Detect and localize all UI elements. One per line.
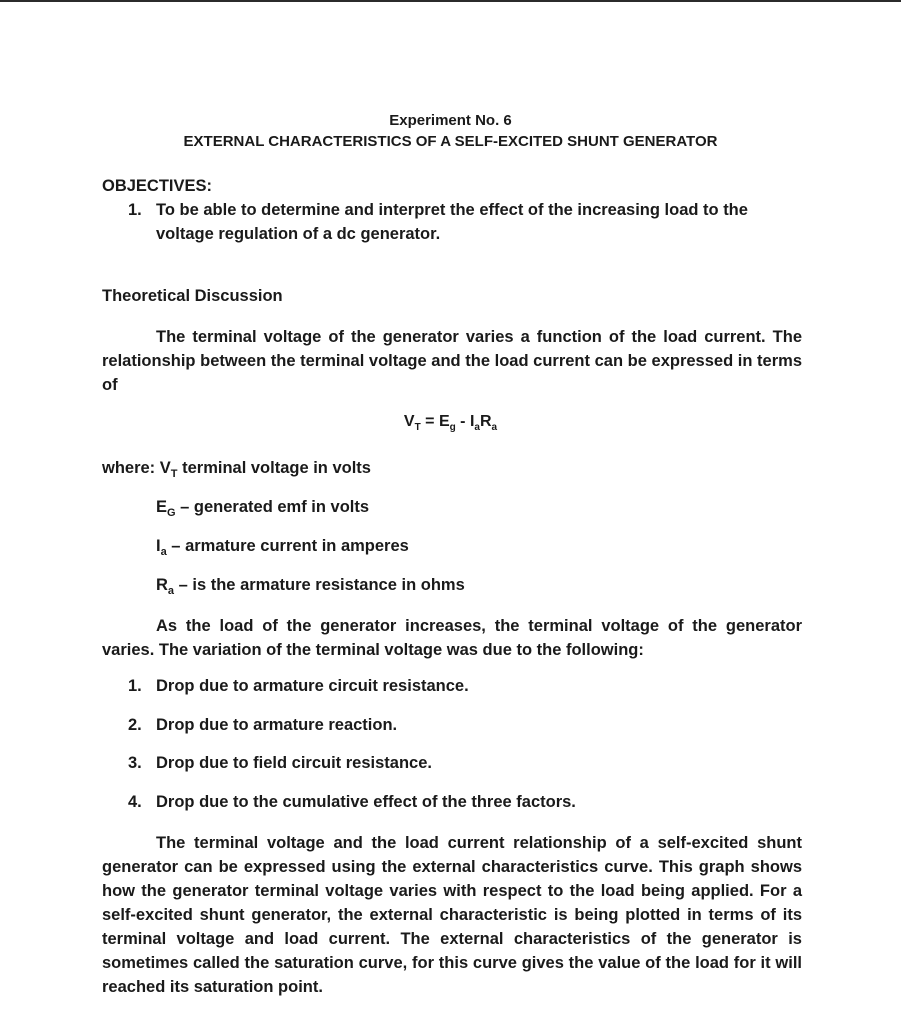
cause-text: Drop due to armature circuit resistance. bbox=[156, 677, 469, 695]
definition-ia bbox=[156, 537, 409, 558]
formula-vt: V bbox=[403, 413, 415, 430]
theory-paragraph-2: As the load of the generator increases, the terminal voltage of the generator varies. The variation of the terminal voltage was due to the following: bbox=[102, 617, 802, 659]
formula-vt-sub: T bbox=[414, 422, 421, 433]
cause-number: 3. bbox=[128, 754, 142, 772]
cause-number: 2. bbox=[128, 716, 142, 734]
cause-number: 4. bbox=[128, 793, 142, 811]
definition-sub: a bbox=[167, 585, 175, 597]
definition-eg bbox=[156, 498, 369, 519]
cause-text: Drop due to armature reaction. bbox=[156, 716, 398, 734]
formula-ia-sub: a bbox=[474, 422, 480, 433]
objective-text-line2: voltage regulation of a dc generator. bbox=[156, 225, 441, 243]
formula-ra-sub: a bbox=[491, 422, 498, 433]
definition-sub: G bbox=[167, 507, 176, 519]
definition-text: – is the armature resistance in ohms bbox=[174, 576, 465, 594]
cause-number: 1. bbox=[128, 677, 142, 695]
definition-symbol: I bbox=[156, 537, 161, 555]
experiment-title: EXTERNAL CHARACTERISTICS OF A SELF-EXCITED SHUNT GENERATOR bbox=[183, 133, 718, 150]
formula-eg: = E bbox=[420, 413, 450, 430]
cause-text: Drop due to field circuit resistance. bbox=[156, 754, 432, 772]
definition-ra bbox=[156, 576, 465, 597]
definition-symbol: E bbox=[156, 498, 168, 516]
theory-heading: Theoretical Discussion bbox=[102, 287, 283, 305]
theory-paragraph-1: The terminal voltage of the generator varies a function of the load current. The relationship between the terminal voltage and the load current can be expressed in terms of bbox=[102, 328, 802, 394]
formula-ia: - I bbox=[455, 413, 475, 430]
definition-symbol: R bbox=[156, 576, 168, 594]
cause-text: Drop due to the cumulative effect of the three factors. bbox=[156, 793, 576, 811]
objective-text-line1: To be able to determine and interpret the effect of the increasing load to the bbox=[156, 201, 748, 219]
objective-number: 1. bbox=[128, 201, 142, 219]
objectives-heading: OBJECTIVES: bbox=[102, 177, 213, 195]
definition-text: – armature current in amperes bbox=[166, 537, 409, 555]
top-border-line bbox=[0, 0, 901, 2]
where-text: terminal voltage in volts bbox=[177, 459, 371, 477]
theory-paragraph-3: The terminal voltage and the load current relationship of a self-excited shunt generator can be expressed using the external characteristics curve. This graph shows how the generator terminal voltage varies with respect to the load being applied. For a self-excited shunt generator, the external characteristic is being plotted in terms of its terminal voltage and load current. The external characteristics of the generator is sometimes called the saturation curve, for this curve gives the value of the load for it will reached its saturation point. bbox=[102, 834, 802, 996]
experiment-number: Experiment No. 6 bbox=[389, 112, 512, 129]
formula-eg-sub: g bbox=[449, 422, 456, 433]
where-line bbox=[102, 459, 371, 480]
terminal-voltage-formula bbox=[0, 413, 901, 433]
formula-ra: R bbox=[479, 413, 492, 430]
definition-sub: a bbox=[160, 546, 167, 558]
definition-text: – generated emf in volts bbox=[175, 498, 370, 516]
where-label: where: V bbox=[102, 459, 171, 477]
where-sub: T bbox=[170, 468, 178, 480]
